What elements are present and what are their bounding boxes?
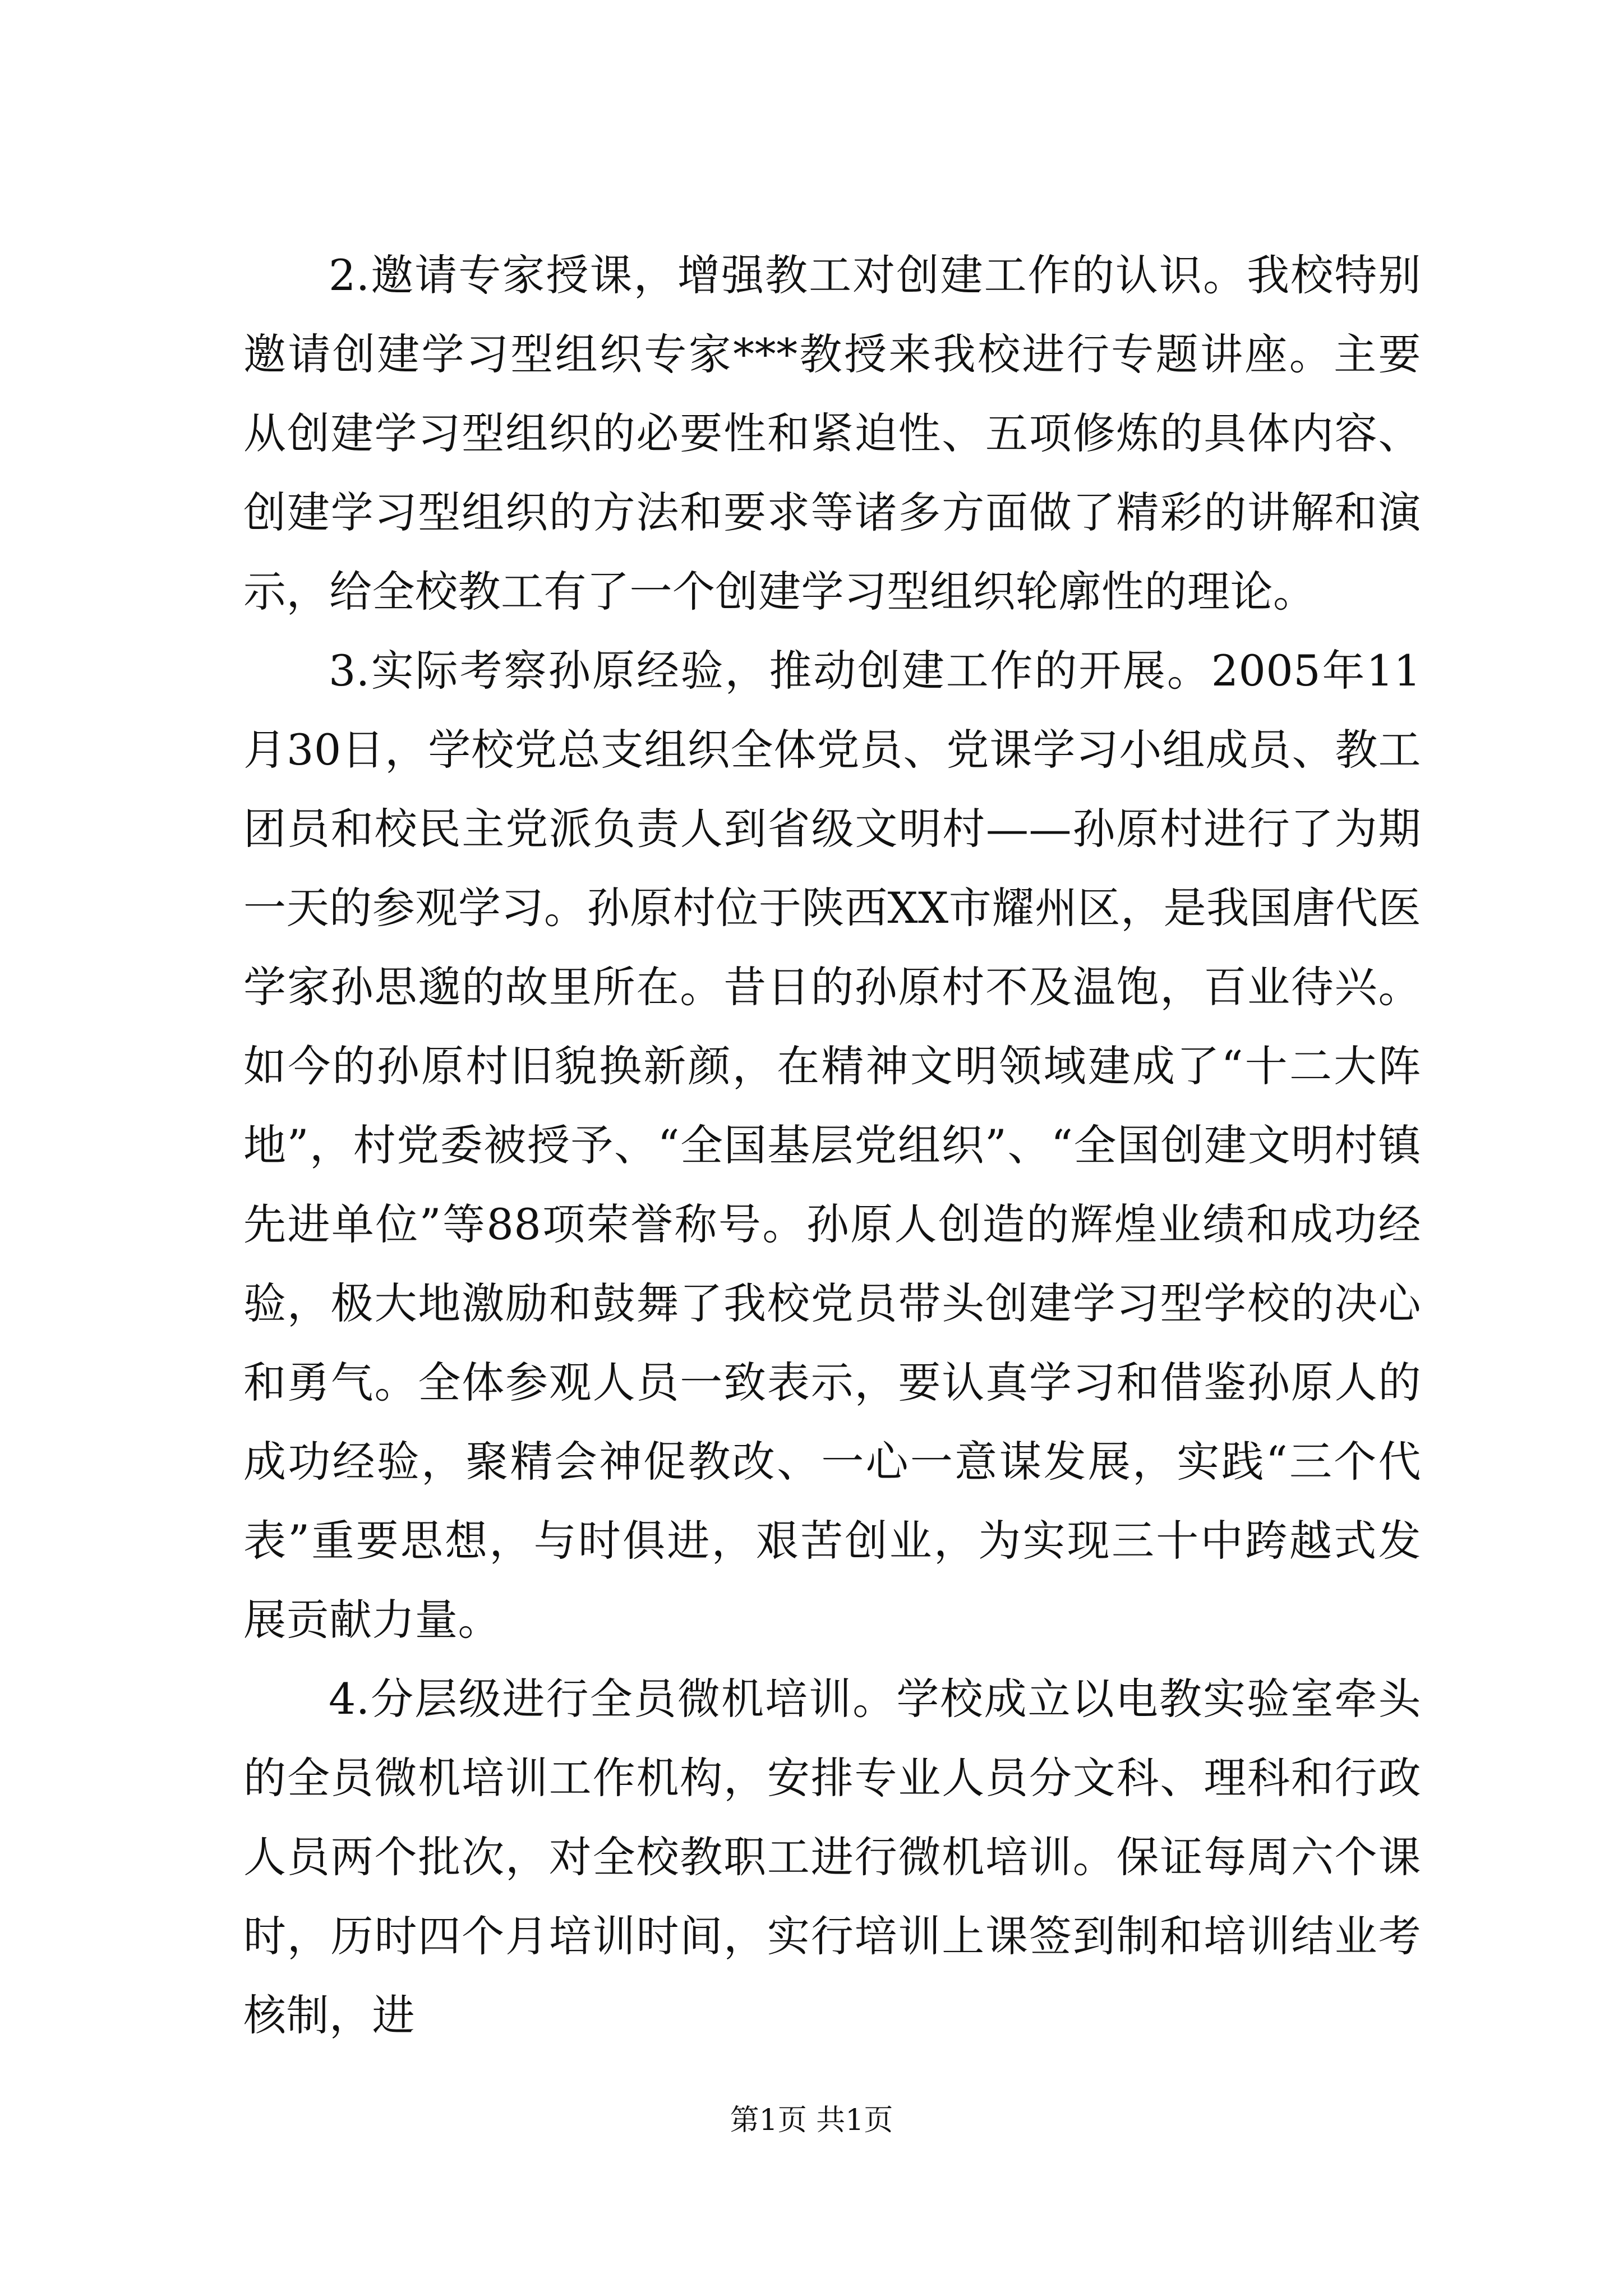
paragraph-item-4-computer-training: 4.分层级进行全员微机培训。学校成立以电教实验室牵头的全员微机培训工作机构，安排专业人员分文科、理科和行政人员两个批次，对全校教职工进行微机培训。保证每周六个课时，历时四个月培训时间，实行培训上课签到制和培训结业考核制，进 xyxy=(243,1674,1421,2040)
paragraph-item-2-expert-lecture: 2.邀请专家授课，增强教工对创建工作的认识。我校特别邀请创建学习型组织专家***教授来我校进行专题讲座。主要从创建学习型组织的必要性和紧迫性、五项修炼的具体内容、创建学习型组织的方法和要求等诸多方面做了精彩的讲解和演示，给全校教工有了一个创建学习型组织轮廓性的理论。 xyxy=(243,250,1421,616)
document-body xyxy=(243,236,1421,2055)
page-number-footer: 第1页 共1页 xyxy=(730,2104,893,2137)
paragraph-item-3-sunyuan-visit: 3.实际考察孙原经验，推动创建工作的开展。2005年11月30日，学校党总支组织全体党员、党课学习小组成员、教工团员和校民主党派负责人到省级文明村——孙原村进行了为期一天的参观学习。孙原村位于陕西XX市耀州区，是我国唐代医学家孙思邈的故里所在。昔日的孙原村不及温饱，百业待兴。如今的孙原村旧貌换新颜，在精神文明领域建成了“十二大阵地”，村党委被授予、“全国基层党组织”、“全国创建文明村镇先进单位”等88项荣誉称号。孙原人创造的辉煌业绩和成功经验，极大地激励和鼓舞了我校党员带头创建学习型学校的决心和勇气。全体参观人员一致表示，要认真学习和借鉴孙原人的成功经验，聚精会神促教改、一心一意谋发展，实践“三个代表”重要思想，与时俱进，艰苦创业，为实现三十中跨越式发展贡献力量。 xyxy=(243,646,1421,1645)
